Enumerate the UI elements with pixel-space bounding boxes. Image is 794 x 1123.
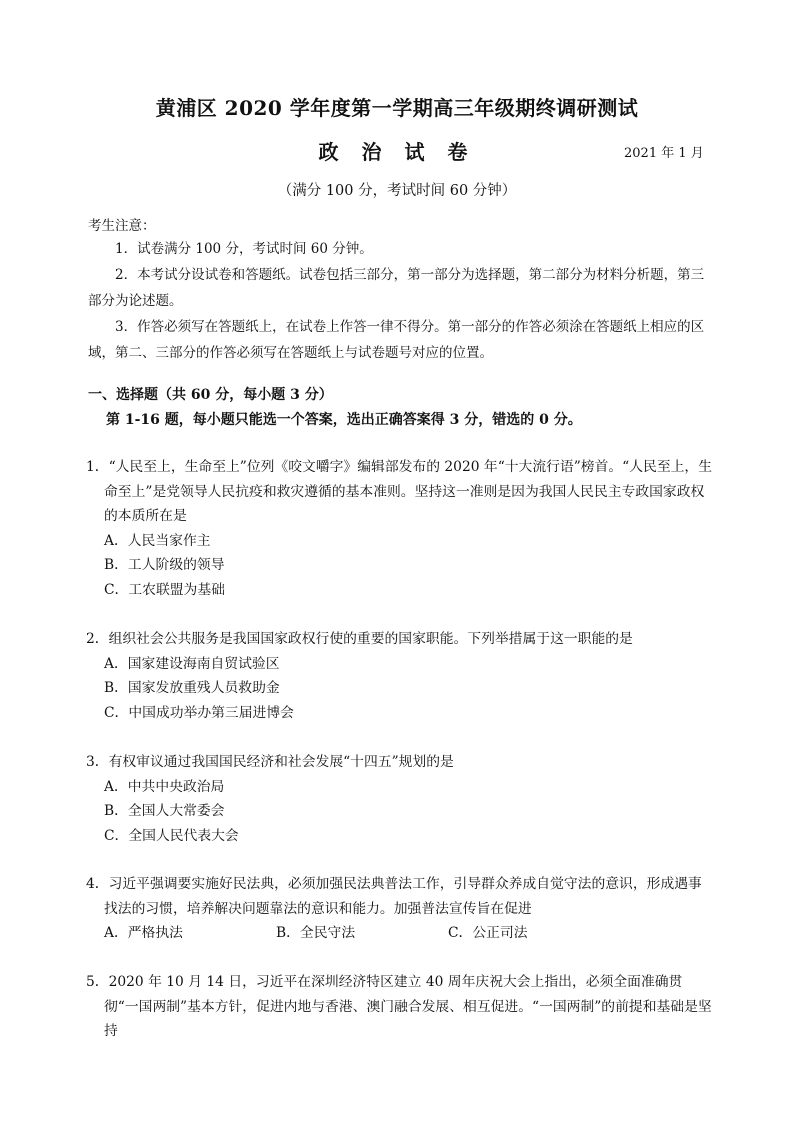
option-a: A．国家建设海南自贸试验区 [104, 655, 280, 672]
option-b: B．全民守法 [276, 925, 356, 941]
option-c: C．公正司法 [448, 925, 528, 941]
section-instruction: 第 1-16 题，每小题只能选一个答案，选出正确答案得 3 分，错选的 0 分。 [106, 412, 582, 428]
notice-item: 1．试卷满分 100 分，考试时间 60 分钟。 [115, 241, 373, 257]
exam-subtitle: 政 治 试 卷 [318, 140, 476, 164]
option-a: A．人民当家作主 [104, 532, 211, 549]
option-a: A．中共中央政治局 [104, 778, 225, 795]
notice-list [88, 236, 712, 366]
option-b: B．工人阶级的领导 [104, 557, 225, 573]
notice-item: 3．作答必须写在答题纸上，在试卷上作答一律不得分。第一部分的作答必须涂在答题纸上相应的区域，第二、三部分的作答必须写在答题纸上与试卷题号对应的位置。 [88, 319, 705, 361]
option-c: C．中国成功举办第三届进博会 [104, 704, 294, 721]
question-3 [86, 750, 712, 848]
question-1 [86, 455, 712, 602]
question-stem: 4．习近平强调要实施好民法典，必须加强民法典普法工作，引导群众养成自觉守法的意识，形成遇事找法的习惯，培养解决问题靠法的意识和能力。加强普法宣传旨在促进 [86, 876, 702, 917]
question-stem: 3．有权审议通过我国国民经济和社会发展“十四五”规划的是 [86, 754, 454, 770]
question-4 [86, 872, 712, 946]
section-heading: 一、选择题（共 60 分，每小题 3 分） [88, 387, 333, 403]
option-row [86, 921, 712, 946]
option-c: C．工农联盟为基础 [104, 581, 225, 598]
exam-date: 2021 年 1 月 [624, 146, 704, 161]
question-5 [86, 970, 712, 1044]
question-stem: 1．“人民至上，生命至上”位列《咬文嚼字》编辑部发布的 2020 年“十大流行语”榜首。“人民至上，生命至上”是党领导人民抗疫和救灾遵循的基本准则。坚持这一准则是因为我国人民民主专政国家政权的本质所在是 [86, 459, 713, 524]
option-b: B．全国人大常委会 [104, 803, 225, 819]
option-a: A．严格执法 [104, 925, 183, 941]
option-c: C．全国人民代表大会 [104, 827, 239, 844]
question-2 [86, 627, 712, 725]
notice-item: 2．本考试分设试卷和答题纸。试卷包括三部分，第一部分为选择题，第二部分为材料分析题，第三部分为论述题。 [88, 267, 705, 309]
exam-title: 黄浦区 2020 学年度第一学期高三年级期终调研测试 [155, 96, 639, 120]
notice-heading: 考生注意： [88, 218, 156, 234]
score-time-line: （满分 100 分，考试时间 60 分钟） [277, 183, 517, 199]
question-stem: 2．组织社会公共服务是我国国家政权行使的重要的国家职能。下列举措属于这一职能的是 [86, 631, 633, 647]
option-b: B．国家发放重残人员救助金 [104, 680, 280, 696]
question-stem: 5．2020 年 10 月 14 日，习近平在深圳经济特区建立 40 周年庆祝大会上指出，必须全面准确贯彻“一国两制”基本方针，促进内地与香港、澳门融合发展、相互促进。“一国两制”的前提和基础是坚持 [86, 974, 712, 1039]
